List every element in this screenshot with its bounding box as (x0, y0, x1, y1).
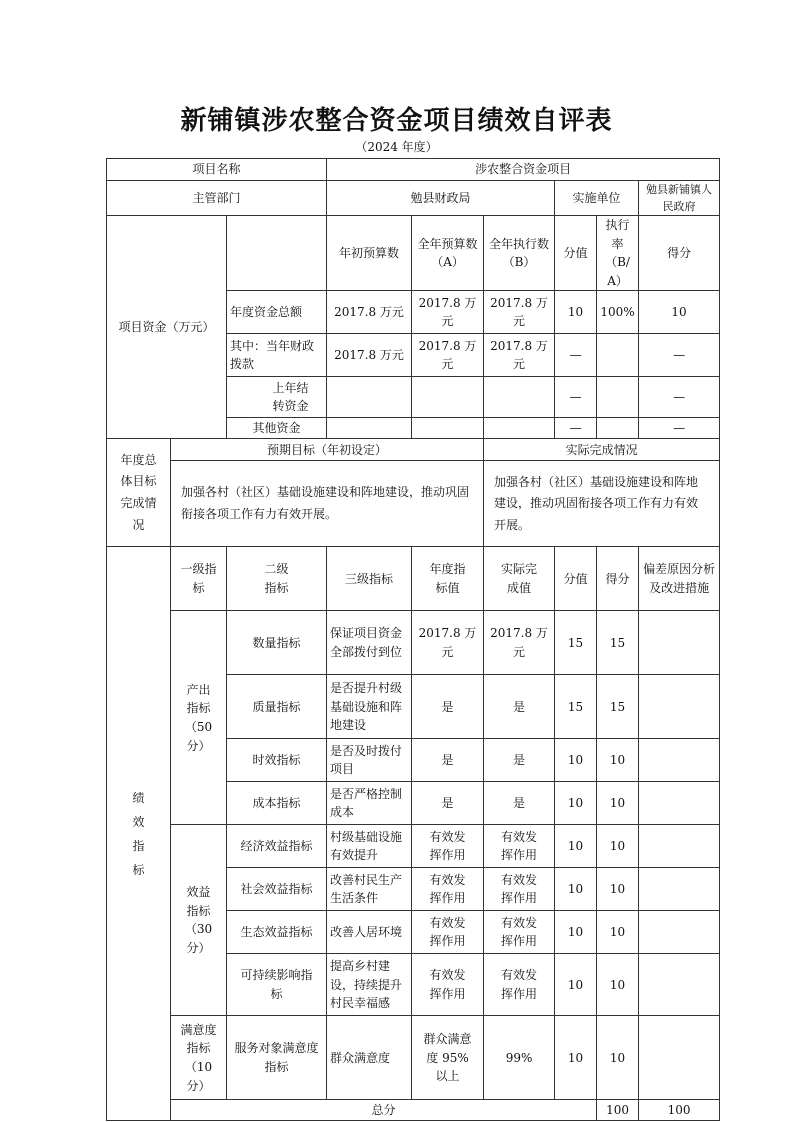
funds-row-label: 上年结转资金 (227, 377, 327, 418)
l3-cell (327, 782, 412, 825)
group-benefit: 效益指标（30分） (171, 825, 227, 1016)
funds-cell (484, 377, 555, 418)
l3-cell (327, 911, 412, 954)
dept-value: 勉县财政局 (327, 181, 555, 216)
funds-cell (327, 418, 412, 439)
l3-text: 群众满意度 (330, 1050, 391, 1065)
l2-cell: 生态效益指标 (227, 911, 327, 954)
funds-cell (597, 418, 639, 439)
funds-cell: 100% (597, 291, 639, 334)
perf-label: 绩效指标 (107, 547, 171, 1121)
got-cell: 10 (597, 739, 639, 782)
got-cell: 10 (597, 1016, 639, 1100)
note-cell (639, 825, 720, 868)
funds-cell: 2017.8 万元 (484, 291, 555, 334)
page-title: 新铺镇涉农整合资金项目绩效自评表 (180, 106, 613, 136)
note-cell (639, 782, 720, 825)
target-cell: 有效发挥作用 (412, 868, 484, 911)
score-cell: 10 (555, 739, 597, 782)
target-cell: 2017.8 万元 (412, 611, 484, 675)
got-cell: 10 (597, 825, 639, 868)
col-l1: 一级指标 (171, 547, 227, 611)
got-cell: 15 (597, 675, 639, 739)
l3-cell (327, 611, 412, 675)
target-cell: 有效发挥作用 (412, 954, 484, 1016)
l2-cell: 可持续影响指标 (227, 954, 327, 1016)
l3-text: 改善人居环境 (330, 925, 403, 940)
actual-goal-header: 实际完成情况 (484, 439, 720, 461)
project-name-label: 项目名称 (107, 159, 327, 181)
funds-cell: — (555, 418, 597, 439)
col-annual-budget: 全年预算数（A） (412, 216, 484, 291)
total-label: 总分 (171, 1100, 597, 1121)
score-cell: 15 (555, 675, 597, 739)
l2-cell: 时效指标 (227, 739, 327, 782)
project-name-value: 涉农整合资金项目 (327, 159, 720, 181)
expected-goal-header: 预期目标（年初设定） (171, 439, 484, 461)
funds-cell: 2017.8 万元 (327, 334, 412, 377)
actual-cell: 是 (484, 782, 555, 825)
expected-goal-text: 加强各村（社区）基础设施建设和阵地建设，推动巩固衔接各项工作有力有效开展。 (171, 461, 484, 547)
goals-label: 年度总体目标完成情况 (107, 439, 171, 547)
total-got: 100 (639, 1100, 720, 1121)
l3-text: 村级基础设施有效提升 (330, 829, 403, 863)
l2-cell: 社会效益指标 (227, 868, 327, 911)
score-cell: 10 (555, 911, 597, 954)
l3-cell (327, 1016, 412, 1100)
col-score: 分值 (555, 216, 597, 291)
col-initial-budget: 年初预算数 (327, 216, 412, 291)
col-got: 得分 (639, 216, 720, 291)
col-got: 得分 (597, 547, 639, 611)
l3-text: 保证项目资金全部拨付到位 (330, 626, 403, 659)
impl-label: 实施单位 (555, 181, 639, 216)
l3-cell (327, 739, 412, 782)
funds-row-label: 其中：当年财政拨款 (227, 334, 327, 377)
funds-cell (484, 418, 555, 439)
l3-text: 是否及时拨付项目 (330, 743, 403, 777)
score-cell: 10 (555, 868, 597, 911)
col-annual-exec: 全年执行数（B） (484, 216, 555, 291)
l2-cell: 成本指标 (227, 782, 327, 825)
target-cell: 有效发挥作用 (412, 911, 484, 954)
funds-cell: — (639, 377, 720, 418)
actual-cell: 是 (484, 675, 555, 739)
score-cell: 10 (555, 782, 597, 825)
got-cell: 10 (597, 954, 639, 1016)
funds-cell: — (639, 334, 720, 377)
funds-cell: 2017.8 万元 (484, 334, 555, 377)
funds-cell: 2017.8 万元 (327, 291, 412, 334)
actual-cell: 是 (484, 739, 555, 782)
score-cell: 10 (555, 1016, 597, 1100)
l3-text: 是否提升村级基础设施和阵地建设 (330, 681, 403, 733)
l2-cell: 服务对象满意度指标 (227, 1016, 327, 1100)
note-cell (639, 611, 720, 675)
note-cell (639, 868, 720, 911)
group-output: 产出指标（50分） (171, 611, 227, 825)
funds-cell: 10 (555, 291, 597, 334)
evaluation-table (106, 158, 720, 1121)
l3-cell (327, 675, 412, 739)
col-score: 分值 (555, 547, 597, 611)
l3-cell (327, 868, 412, 911)
funds-row-label: 年度资金总额 (227, 291, 327, 334)
funds-cell: 2017.8 万元 (412, 334, 484, 377)
actual-goal-text: 加强各村（社区）基础设施建设和阵地建设，推动巩固衔接各项工作有力有效开展。 (484, 461, 720, 547)
score-cell: 10 (555, 825, 597, 868)
funds-cell: — (555, 334, 597, 377)
impl-value: 勉县新铺镇人民政府 (639, 181, 720, 216)
actual-cell: 有效发挥作用 (484, 954, 555, 1016)
note-cell (639, 675, 720, 739)
col-exec-rate: 执行率（B/A） (597, 216, 639, 291)
l3-text: 改善村民生产生活条件 (330, 872, 403, 906)
col-l3: 三级指标 (327, 547, 412, 611)
l3-text: 提高乡村建设，持续提升村民幸福感 (330, 959, 403, 1011)
total-score: 100 (597, 1100, 639, 1121)
funds-cell: 10 (639, 291, 720, 334)
funds-cell (597, 334, 639, 377)
score-cell: 10 (555, 954, 597, 1016)
col-target: 年度指标值 (412, 547, 484, 611)
actual-cell: 99% (484, 1016, 555, 1100)
l3-cell (327, 825, 412, 868)
dept-label: 主管部门 (107, 181, 327, 216)
score-cell: 15 (555, 611, 597, 675)
funds-cell (412, 377, 484, 418)
note-cell (639, 1016, 720, 1100)
actual-cell: 有效发挥作用 (484, 911, 555, 954)
target-cell: 群众满意度 95%以上 (412, 1016, 484, 1100)
group-satisfaction: 满意度指标（10分） (171, 1016, 227, 1100)
funds-corner (227, 216, 327, 291)
got-cell: 15 (597, 611, 639, 675)
col-actual: 实际完成值 (484, 547, 555, 611)
l3-cell (327, 954, 412, 1016)
funds-cell (597, 377, 639, 418)
l2-cell: 质量指标 (227, 675, 327, 739)
l2-cell: 数量指标 (227, 611, 327, 675)
note-cell (639, 954, 720, 1016)
funds-cell: — (639, 418, 720, 439)
target-cell: 是 (412, 782, 484, 825)
note-cell (639, 739, 720, 782)
l3-text: 是否严格控制成本 (330, 786, 403, 820)
got-cell: 10 (597, 868, 639, 911)
got-cell: 10 (597, 782, 639, 825)
funds-cell (327, 377, 412, 418)
funds-label: 项目资金（万元） (107, 216, 227, 439)
col-l2: 二级指标 (227, 547, 327, 611)
target-cell: 有效发挥作用 (412, 825, 484, 868)
target-cell: 是 (412, 739, 484, 782)
note-cell (639, 911, 720, 954)
col-note: 偏差原因分析及改进措施 (639, 547, 720, 611)
funds-row-label: 其他资金 (227, 418, 327, 439)
actual-cell: 有效发挥作用 (484, 868, 555, 911)
got-cell: 10 (597, 911, 639, 954)
funds-cell: 2017.8 万元 (412, 291, 484, 334)
funds-cell (412, 418, 484, 439)
l2-cell: 经济效益指标 (227, 825, 327, 868)
actual-cell: 2017.8 万元 (484, 611, 555, 675)
year-caption: （2024 年度） (355, 140, 438, 154)
funds-cell: — (555, 377, 597, 418)
target-cell: 是 (412, 675, 484, 739)
actual-cell: 有效发挥作用 (484, 825, 555, 868)
